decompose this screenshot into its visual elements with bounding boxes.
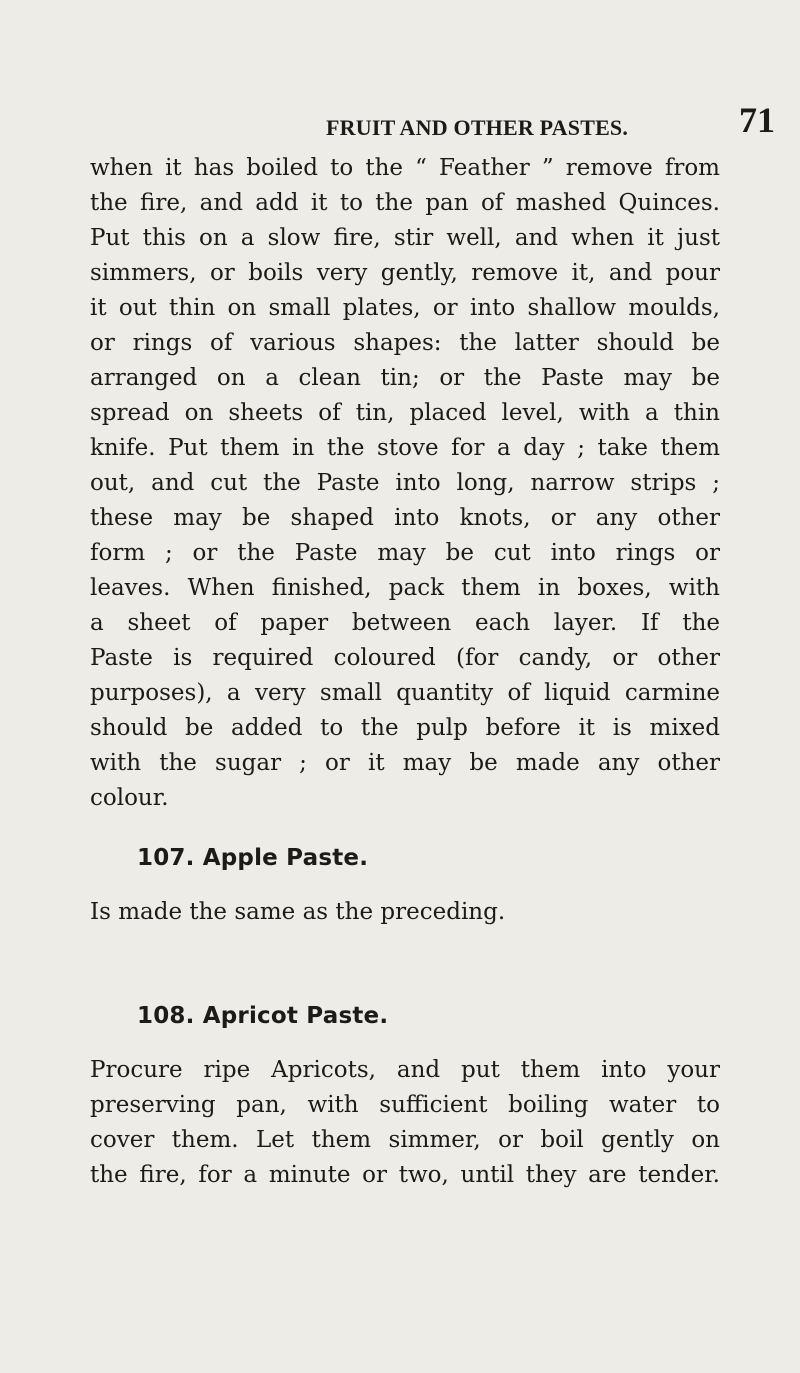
paragraph-line: these may be shaped into knots, or any other [90,505,720,531]
paragraph-line: it out thin on small plates, or into shallow moulds, [90,295,720,321]
paragraph-line: with the sugar ; or it may be made any other [90,750,720,776]
section-heading-107: 107. Apple Paste. [137,845,369,871]
apricot-text-line: cover them. Let them simmer, or boil gently on [90,1127,720,1153]
paragraph-line: the fire, and add it to the pan of mashed Quinces. [90,190,720,216]
page-header [0,88,800,148]
paragraph-line: out, and cut the Paste into long, narrow strips ; [90,470,720,496]
paragraph-line: simmers, or boils very gently, remove it, and pour [90,260,720,286]
paragraph-line: form ; or the Paste may be cut into rings or [90,540,720,566]
paragraph-line: spread on sheets of tin, placed level, with a thin [90,400,720,426]
paragraph-line: leaves. When finished, pack them in boxes, with [90,575,720,601]
paragraph-line: knife. Put them in the stove for a day ; take them [90,435,720,461]
paragraph-line: colour. [90,785,169,811]
apple-paste-text: Is made the same as the preceding. [90,899,506,925]
apricot-text-line: Procure ripe Apricots, and put them into your [90,1057,720,1083]
running-head: FRUIT AND OTHER PASTES. [326,115,629,140]
paragraph-line: should be added to the pulp before it is mixed [90,715,720,741]
apricot-text-line: preserving pan, with sufficient boiling water to [90,1092,720,1118]
paragraph-line: a sheet of paper between each layer. If the [90,610,720,636]
apricot-text-line: the fire, for a minute or two, until they are tender. [90,1162,720,1188]
paragraph-line: or rings of various shapes: the latter should be [90,330,720,356]
paragraph-line: when it has boiled to the “ Feather ” remove from [90,155,720,181]
paragraph-line: Paste is required coloured (for candy, or other [90,645,720,671]
section-heading-108: 108. Apricot Paste. [137,1003,389,1029]
paragraph-line: purposes), a very small quantity of liquid carmine [90,680,720,706]
paragraph-line: Put this on a slow fire, stir well, and when it just [90,225,720,251]
page-number: 71 [739,100,775,140]
paragraph-line: arranged on a clean tin; or the Paste may be [90,365,720,391]
